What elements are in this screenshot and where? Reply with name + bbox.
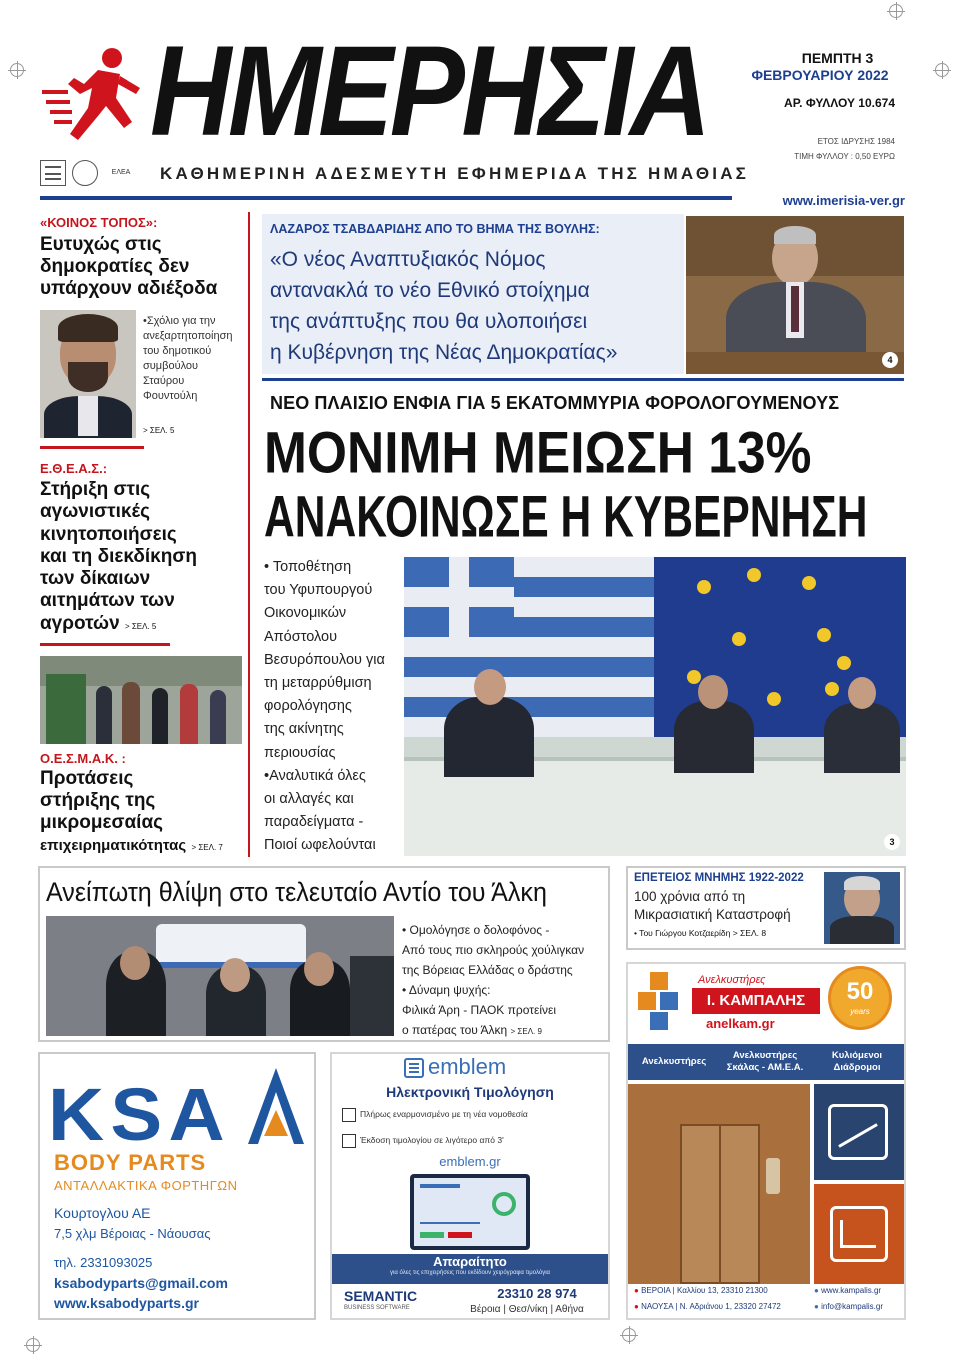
ksa-subtitle: BODY PARTS (54, 1150, 207, 1175)
ksa-address: 7,5 χλμ Βέροιας - Νάουσας (54, 1226, 211, 1241)
sidebar-tag-etheas: Ε.Θ.Ε.Α.Σ.: (40, 461, 108, 476)
top-story-kicker: ΛΑΖΑΡΟΣ ΤΣΑΒΔΑΡΙΔΗΣ ΑΠΟ ΤΟ ΒΗΜΑ ΤΗΣ ΒΟΥΛΗΣ: (270, 222, 600, 236)
alkis-headline: Ανείπωτη θλίψη στο τελευταίο Αντίο του Άλκη (46, 877, 547, 907)
newspaper-subtitle: ΚΑΘΗΜΕΡΙΝΗ ΑΔΕΣΜΕΥΤΗ ΕΦΗΜΕΡΙΔΑ ΤΗΣ ΗΜΑΘΙΑΣ (160, 164, 750, 183)
kampalis-site[interactable]: anelkam.gr (706, 1016, 775, 1031)
emblem-title: Ηλεκτρονική Τιμολόγηση (386, 1084, 554, 1100)
ksa-phone: τηλ. 2331093025 (54, 1255, 153, 1270)
top-story-quote: «Ο νέος Αναπτυξιακός Νόμος αντανακλά το νέο Εθνικό στοίχημα της ανάπτυξης που θα υλοποιήσει η Κυβέρνηση της Νέας Δημοκρατίας» (270, 248, 618, 364)
checkbox-icon (342, 1108, 356, 1122)
emblem-cta-sub: για όλες τις επιχειρήσεις που εκδίδουν χειρόγραφα τιμολόγια (390, 1270, 550, 1276)
badge-icon (40, 160, 66, 186)
page-marker: 3 (884, 834, 900, 850)
category-elevators: Ανελκυστήρες (641, 1056, 707, 1067)
kampalis-categories (628, 1044, 904, 1080)
memorial-headline: 100 χρόνια από τη Μικρασιατική Καταστροφή (634, 889, 791, 922)
emblem-check-1: Πλήρως εναρμονισμένο με τη νέα νομοθεσία (360, 1109, 528, 1119)
emblem-check-2: Έκδοση τιμολογίου σε λιγότερο από 3' (360, 1135, 504, 1145)
memorial-story[interactable] (626, 866, 906, 950)
issue-day: ΠΕΜΠΤΗ 3 (801, 50, 874, 66)
lead-headline-1: ΜΟΝΙΜΗ ΜΕΙΩΣΗ 13% (264, 420, 812, 482)
kampalis-mail[interactable]: ● info@kampalis.gr (814, 1302, 883, 1311)
farmers-protest-photo (40, 656, 242, 744)
ksa-web[interactable]: www.ksabodyparts.gr (54, 1295, 199, 1311)
issue-number: ΑΡ. ΦΥΛΛΟΥ 10.674 (784, 96, 895, 110)
author-photo (824, 872, 900, 944)
newspaper-title: ΗΜΕΡΗΣΙΑ (150, 28, 708, 158)
memorial-byline: • Του Γιώργου Κοτζαερίδη > ΣΕΛ. 8 (634, 928, 767, 938)
lead-overline: ΝΕΟ ΠΛΑΙΣΙΟ ΕΝΦΙΑ ΓΙΑ 5 ΕΚΑΤΟΜΜΥΡΙΑ ΦΟΡΟΛΟΓΟΥΜΕΝΟΥΣ (270, 393, 840, 413)
kampalis-addr-naousa: ● ΝΑΟΥΣΑ | Ν. Αδριάνου 1, 23320 27472 (634, 1302, 781, 1311)
ksa-company: Κουρτογλου ΑΕ (54, 1205, 151, 1221)
lead-bullets: • Τοποθέτηση του Υφυπουργού Οικονομικών Απόστολου Βεσυρόπουλου για τη μεταρρύθμιση φορολόγησης της ακίνητης περιουσίας •Αναλυτικά όλες οι αλλαγές και παραδείγματα - Ποιοί ωφελούνται (264, 559, 385, 854)
elevator-photo (628, 1084, 810, 1284)
lead-rule (262, 378, 904, 381)
sidebar-tag-koinos-topos: «ΚΟΙΝΟΣ ΤΟΠΟΣ»: (40, 215, 158, 230)
columnist-caption: •Σχόλιο για την ανεξαρτητοποίηση του δημοτικού συμβούλου Σταύρου Φουντούλη (143, 315, 233, 402)
website-link[interactable]: www.imerisia-ver.gr (782, 193, 905, 208)
emblem-cta: Απαραίτητο (433, 1254, 507, 1269)
page-ref[interactable]: > ΣΕΛ. 8 (732, 928, 767, 938)
emblem-brand: emblem (428, 1054, 507, 1079)
emblem-cta-bar (332, 1254, 608, 1284)
funeral-photo (46, 916, 394, 1036)
registration-mark (26, 1338, 40, 1352)
press-conference-photo (404, 557, 906, 856)
registration-mark (935, 63, 949, 77)
kampalis-overline: Ανελκυστήρες (698, 974, 766, 986)
issue-month: ΦΕΒΡΟΥΑΡΙΟΥ 2022 (751, 67, 889, 83)
ksa-tagline: ΑΝΤΑΛΛΑΚΤΙΚΑ ΦΟΡΤΗΓΩΝ (54, 1178, 238, 1193)
masthead-rule (40, 196, 732, 200)
ad-kampalis[interactable] (626, 962, 906, 1320)
category-stair-lifts: Ανελκυστήρες Σκάλας - ΑΜ.Ε.Α. (726, 1050, 804, 1073)
stair-lift-photo (814, 1184, 904, 1284)
kampalis-addr-veria: ● ΒΕΡΟΙΑ | Καλλίου 13, 23310 21300 (634, 1286, 768, 1295)
ksa-logo: KSA (48, 1080, 231, 1150)
kampalis-name: Ι. ΚΑΜΠΑΛΗΣ (706, 992, 806, 1009)
laptop-icon (410, 1174, 530, 1250)
category-escalators: Κυλιόμενοι Διάδρομοι (831, 1050, 883, 1073)
page-ref[interactable]: > ΣΕΛ. 5 (143, 426, 175, 435)
ad-emblem[interactable] (330, 1052, 610, 1320)
page-ref[interactable]: > ΣΕΛ. 7 (191, 843, 223, 852)
registration-mark (10, 63, 24, 77)
ksa-triangle-icon (246, 1066, 306, 1146)
ad-ksa[interactable] (38, 1052, 316, 1320)
founded-year: ΕΤΟΣ ΙΔΡΥΣΗΣ 1984 (817, 137, 895, 146)
semantic-sub: BUSINESS SOFTWARE (344, 1305, 410, 1311)
runner-logo-icon (40, 44, 145, 144)
emblem-cities: Βέροια | Θεσ/νίκη | Αθήνα (470, 1304, 584, 1315)
memorial-kicker: ΕΠΕΤΕΙΟΣ ΜΝΗΜΗΣ 1922-2022 (634, 872, 804, 884)
section-rule (40, 446, 144, 449)
columnist-photo (40, 310, 136, 438)
emblem-logo-icon (404, 1058, 424, 1078)
emblem-phone: 23310 28 974 (497, 1286, 577, 1301)
column-divider (248, 212, 250, 857)
alkis-lines: • Ομολόγησε ο δολοφόνος - Από τους πιο σκληρούς χούλιγκαν της Βόρειας Ελλάδας ο δράστης • Δύναμη ψυχής: Φιλικά Άρη - ΠΑΟΚ προτείνει ο πατέρας του Άλκη > ΣΕΛ. 9 (402, 923, 585, 1037)
kampalis-cube-icon (636, 970, 686, 1034)
sidebar-headline-1[interactable]: Ευτυχώς στις δημοκρατίες δεν υπάρχουν αδιέξοδα (40, 234, 218, 299)
issue-price: ΤΙΜΗ ΦΥΛΛΟΥ : 0,50 ΕΥΡΩ (794, 152, 895, 161)
kampalis-web[interactable]: ● www.kampalis.gr (814, 1286, 882, 1295)
kampalis-name-bar (692, 988, 820, 1014)
sidebar-tag-oesmak: Ο.Ε.Σ.Μ.Α.Κ. : (40, 751, 126, 766)
parliament-speaker-photo (686, 216, 904, 374)
lead-headline-2: ΑΝΑΚΟΙΝΩΣΕ Η ΚΥΒΕΡΝΗΣΗ (264, 484, 868, 546)
alkis-story[interactable] (38, 866, 610, 1042)
escalator-photo (814, 1084, 904, 1180)
registration-mark (889, 4, 903, 18)
emblem-url[interactable]: emblem.gr (439, 1154, 501, 1169)
section-rule (40, 643, 170, 646)
semantic-logo: SEMANTIC (344, 1288, 418, 1304)
page-ref[interactable]: > ΣΕΛ. 5 (124, 621, 157, 631)
sidebar-headline-3[interactable]: Προτάσεις στήριξης της μικρομεσαίας επιχειρηματικότητας > ΣΕΛ. 7 (40, 768, 223, 854)
page-ref[interactable]: > ΣΕΛ. 9 (510, 1027, 542, 1036)
ksa-email[interactable]: ksabodyparts@gmail.com (54, 1275, 228, 1291)
checkbox-icon (342, 1134, 356, 1148)
sidebar-headline-2[interactable]: Στήριξη στις αγωνιστικές κινητοποιήσεις και τη διεκδίκηση των δίκαιων αιτημάτων των αγροτών > ΣΕΛ. 5 (40, 479, 197, 634)
elea-badge: ΕΛΕΑ (111, 169, 131, 176)
seal-icon (72, 160, 98, 186)
page-marker: 4 (882, 352, 898, 368)
registration-mark (622, 1328, 636, 1342)
anniversary-badge: 50 years (828, 966, 892, 1030)
